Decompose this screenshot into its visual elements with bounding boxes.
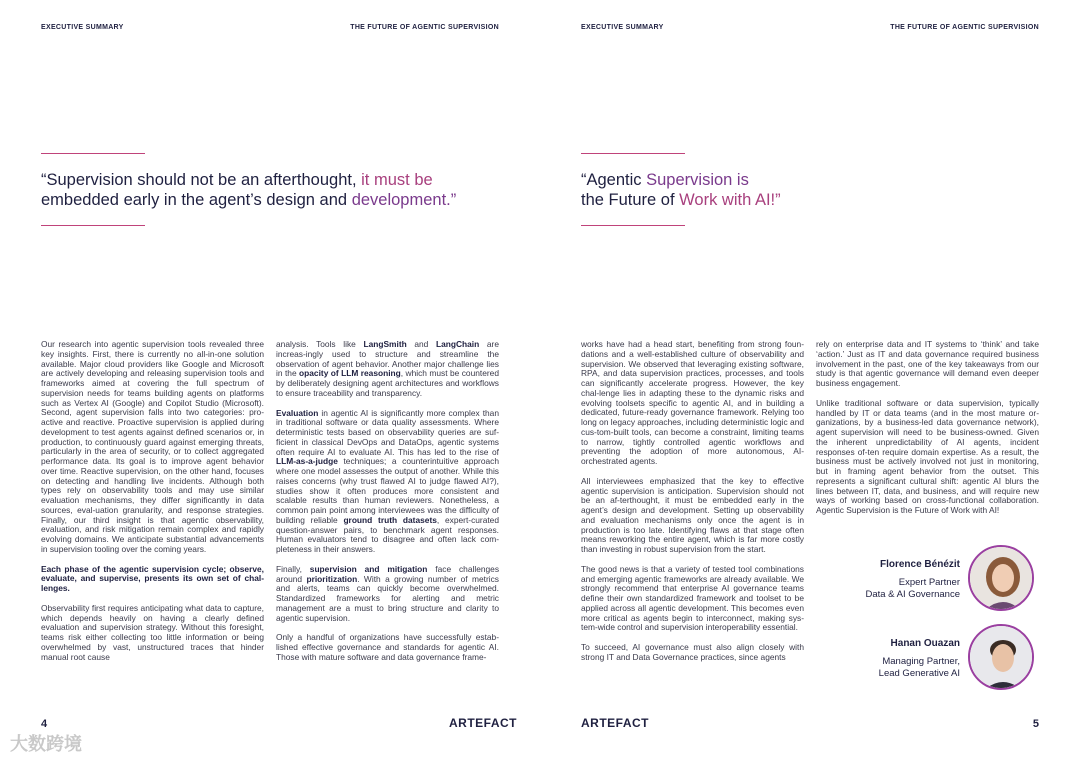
paragraph: Observability first requires anticipating what data to capture, which depends heavily on having a clearly defined evaluation and supervision strategy. Without this foresight, teams risk either collecting too little information or being overwhelmed by vast, unstructured traces that hinder manual root cause	[41, 602, 264, 662]
paragraph: All interviewees emphasized that the key to effective agentic supervision is anticipation. Supervision should not be an af-terthought, it must be embedded early in the agent’s design and development. Setting up observability and evaluation mechanisms only once the agent is in production is too late. Identifying flaws at that stage often means reworking the entire agent, which is far more costly than investing in robust supervision from the start.	[581, 475, 804, 554]
header-right: THE FUTURE OF AGENTIC SUPERVISION	[350, 24, 499, 31]
watermark: 大数跨境	[10, 734, 82, 754]
person-role: Managing Partner, Lead Generative AI	[878, 656, 960, 679]
right-page	[540, 0, 1080, 763]
body-column-2	[816, 340, 1039, 526]
quote-top-rule	[581, 153, 685, 154]
paragraph: The good news is that a variety of tested tool combinations and emerging agentic frameworks are already available. We strongly recommend that enterprise AI governance teams define their own standardized framework and toolset to be applied across all agentic development. This becomes even more critical as agents begin to interconnect, making sys-tem-wide control and supervision interoperability essential.	[581, 563, 804, 633]
paragraph: analysis. Tools like LangSmith and LangChain are increas-ingly used to structure and streamline the observation of agent behavior. Another major challenge lies in the opacity of LLM reasoning, which must be countered by deliberately designing agent architectures and workflows to ensure traceability and transparency.	[276, 339, 500, 398]
artefact-logo: ARTEFACT	[449, 716, 517, 730]
portrait-icon	[970, 547, 1034, 611]
person-name: Florence Bénézit	[879, 559, 960, 570]
avatar	[968, 545, 1034, 611]
body-column-1	[41, 340, 264, 672]
person-name: Hanan Ouazan	[890, 638, 960, 649]
quote-top-rule	[41, 153, 145, 154]
body-column-2	[276, 340, 499, 673]
paragraph: works have had a head start, benefiting from strong foun-dations and a well-established culture of observability and supervision. We observed that leveraging existing software, RPA, and data supervision practices, processes, and tools can significantly accelerate progress. However, the key chal-lenge lies in adapting these to the dynamic risks and evolving toolsets specific to agentic AI, and in building a dedicated, future-ready governance framework. Relying too long on legacy approaches, including deterministic logic and cus-tom-built tools, can become a constraint, limiting teams to narrow, tightly controlled agentic workflows and preventing the adoption of more autonomous, AI-orchestrated agents.	[581, 339, 805, 466]
paragraph-bold: Each phase of the agentic supervision cycle; observe, evaluate, and supervise, presents its own set of chal-lenges.	[41, 563, 264, 593]
paragraph: Evaluation in agentic AI is significantly more complex than in traditional software or data quality assessments. Where deterministic tests based on observability queries are suf-ficient in classical DevOps and DataOps, agentic systems often require AI to evaluate AI. This has led to the rise of LLM-as-a-judge techniques; a counterintuitive approach where one model assesses the output of another. While this raises concerns (why trust flawed AI to judge flawed AI?), studies show it often produces more consistent and scalable results than human reviewers. Nonetheless, a common pain point among interviewees was the difficulty of building reliable ground truth datasets, expert-curated question-answer pairs, to benchmark agent responses. Human evaluators tend to disagree and often lack com-pleteness in their answers.	[276, 407, 499, 554]
page-number: 5	[1032, 718, 1039, 730]
artefact-logo: ARTEFACT	[581, 716, 649, 730]
paragraph: To succeed, AI governance must also align closely with strong IT and Data Governance practices, since agents	[581, 642, 804, 662]
pull-quote: “Agentic Supervision is the Future of Work with AI!”	[581, 171, 781, 209]
pull-quote: “Supervision should not be an afterthought, it must be embedded early in the agent’s design and development.”	[41, 171, 457, 209]
paragraph: Our research into agentic supervision tools revealed three key insights. First, there is currently no all-in-one solution available. Major cloud providers like Google and Microsoft are actively developing and releasing supervision tools and frameworks aimed at covering the full spectrum of supervision needs for teams building agents on platforms such as Vertex AI (Google) and Copilot Studio (Microsoft). Second, agent supervision falls into two categories: pro-active and reactive. Proactive supervision is applied during development to test agents against defined scenarios or, in production, to continuously guard against emerging threats, particularly in the area of security, or to collect aggregated performance data. Its goal is to improve agent behavior over time. Reactive supervision, on the other hand, focuses on detecting and handling live incidents. Although both types rely on observability tools and may use similar evaluation mechanisms, they differ significantly in data sources, eval-uation granularity, and response strategies. Finally, our third insight is that agentic observability, evaluation, and risk mitigation remain complex and rapidly evolving domains. We anticipate substantial advancements in supervision tooling over the coming years.	[41, 339, 264, 554]
paragraph: Finally, supervision and mitigation face challenges around prioritization. With a growing number of metrics and alerts, teams can quickly become overwhelmed. Standardized frameworks for alerting and metric management are a must to bring structure and clarity to agentic supervision.	[276, 563, 500, 623]
page-number: 4	[41, 718, 48, 730]
header-right: THE FUTURE OF AGENTIC SUPERVISION	[890, 24, 1039, 31]
avatar	[968, 624, 1034, 690]
paragraph: rely on enterprise data and IT systems to ‘think’ and take ‘action.’ Just as IT and data governance required business involvement in the past, one of the key takeaways from our study is that agentic governance will demand even deeper business engagement.	[816, 339, 1039, 388]
paragraph: Unlike traditional software or data supervision, typically handled by IT or data teams (and in the most mature or-ganizations, by a business-led data governance network), agent supervision will need to be business-owned. Given the inherent unpredictability of AI agents, incident responses of-ten require domain expertise. As a result, the business must be actively involved not just in monitoring, but in framing agent behavior from the outset. This represents a significant cultural shift: agentic AI blurs the lines between IT, data, and business, and will require new ways of working based on cross-functional collaboration. Agentic Supervision is the Future of Work with AI!	[816, 397, 1039, 515]
quote-bottom-rule	[581, 225, 685, 226]
portrait-icon	[970, 626, 1034, 690]
paragraph: Only a handful of organizations have successfully estab-lished effective governance and standards for agentic AI. Those with mature software and data governance frame-	[276, 632, 499, 662]
body-column-1	[581, 340, 804, 673]
quote-bottom-rule	[41, 225, 145, 226]
header-left: EXECUTIVE SUMMARY	[581, 24, 664, 31]
person-role: Expert Partner Data & AI Governance	[865, 577, 960, 600]
header-left: EXECUTIVE SUMMARY	[41, 24, 124, 31]
